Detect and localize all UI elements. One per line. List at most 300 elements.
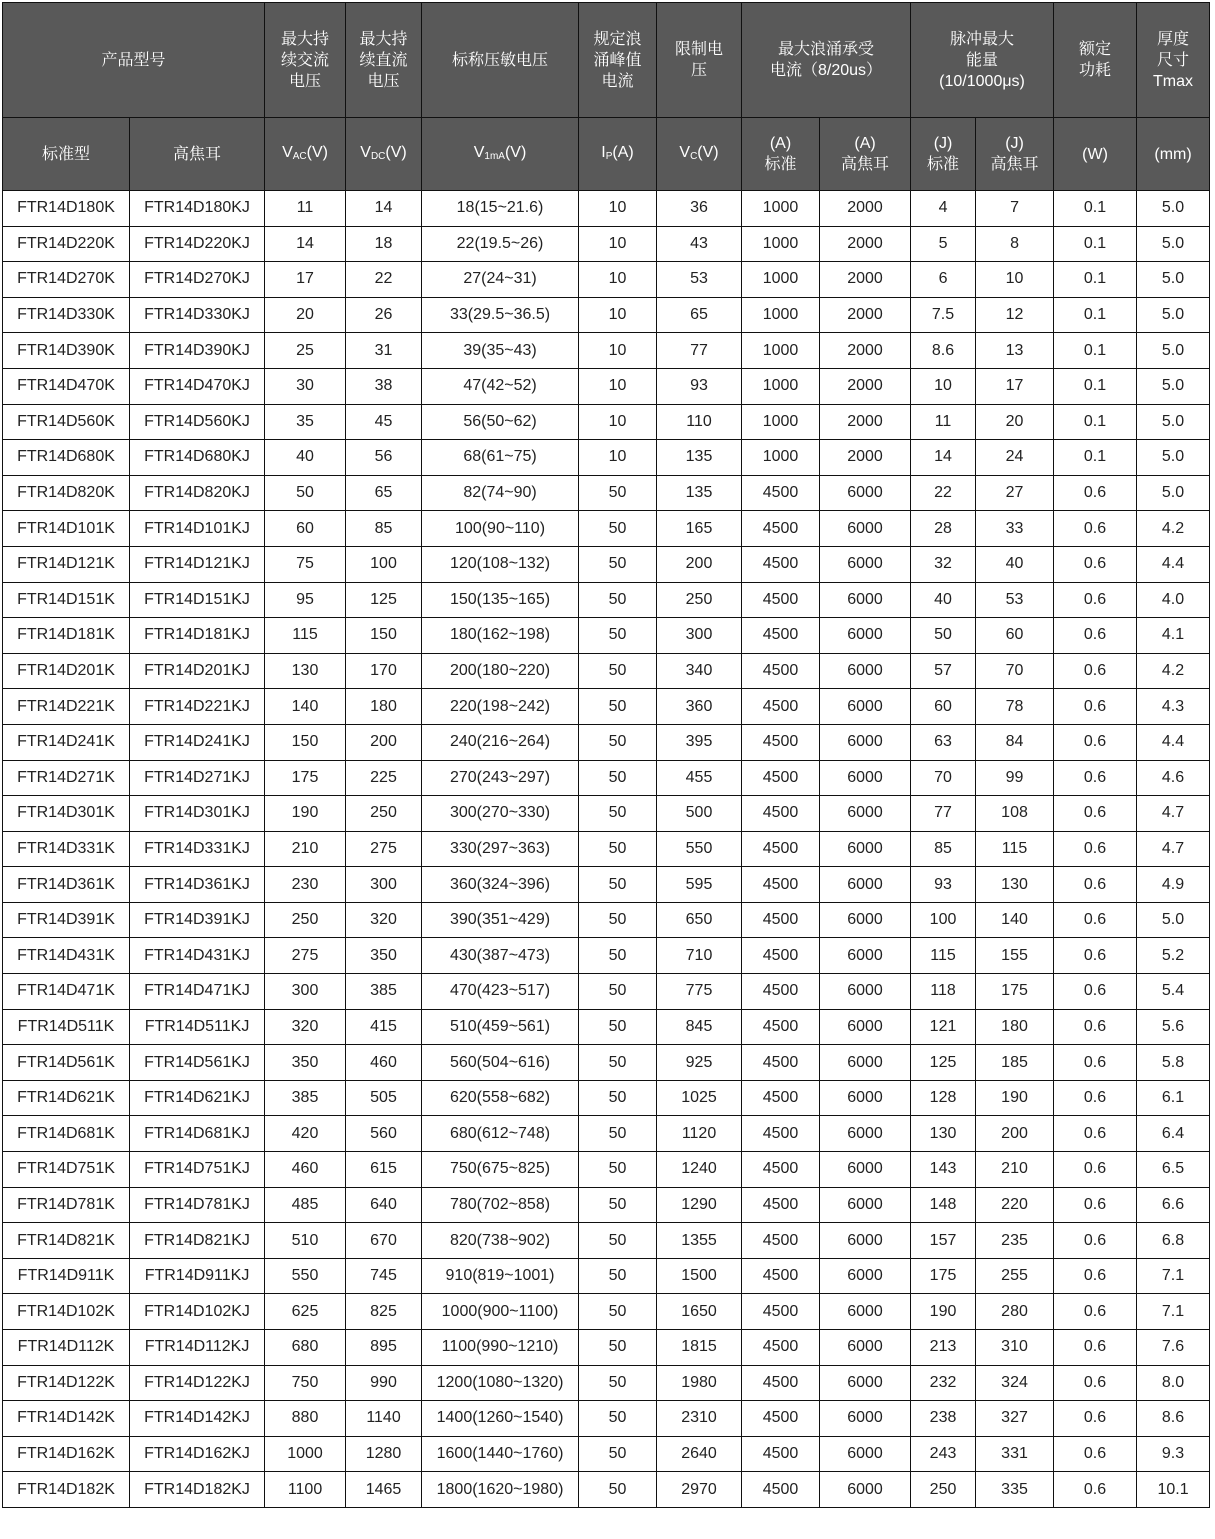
subheader-ip: $I_P(A)$ (579, 118, 657, 191)
table-row (3, 974, 1210, 1010)
cell-std-model: FTR14D151K (3, 582, 130, 618)
cell-surge-hj: 6000 (820, 938, 911, 974)
cell-vdc: 85 (346, 511, 422, 547)
cell-thickness: 4.1 (1137, 618, 1210, 654)
cell-std-model: FTR14D181K (3, 618, 130, 654)
cell-vdc: 225 (346, 760, 422, 796)
cell-power: 0.6 (1054, 1258, 1137, 1294)
table-header (3, 3, 1210, 191)
cell-vc: 775 (657, 974, 742, 1010)
cell-std-model: FTR14D142K (3, 1401, 130, 1437)
cell-ip: 50 (579, 653, 657, 689)
cell-thickness: 5.0 (1137, 404, 1210, 440)
cell-vdc: 460 (346, 1045, 422, 1081)
cell-hj-model: FTR14D220KJ (130, 226, 265, 262)
cell-energy-hj: 220 (976, 1187, 1054, 1223)
cell-energy-hj: 115 (976, 831, 1054, 867)
cell-std-model: FTR14D361K (3, 867, 130, 903)
table-row (3, 404, 1210, 440)
cell-surge-std: 4500 (742, 1045, 820, 1081)
cell-ip: 10 (579, 297, 657, 333)
cell-thickness: 7.6 (1137, 1330, 1210, 1366)
cell-energy-std: 8.6 (911, 333, 976, 369)
cell-ip: 50 (579, 1365, 657, 1401)
cell-ip: 50 (579, 974, 657, 1010)
cell-v1ma: 1100(990~1210) (422, 1330, 579, 1366)
cell-vdc: 990 (346, 1365, 422, 1401)
cell-std-model: FTR14D180K (3, 191, 130, 227)
cell-ip: 50 (579, 902, 657, 938)
cell-v1ma: 750(675~825) (422, 1152, 579, 1188)
cell-energy-hj: 20 (976, 404, 1054, 440)
cell-ip: 50 (579, 1080, 657, 1116)
cell-vac: 40 (265, 440, 346, 476)
cell-vc: 925 (657, 1045, 742, 1081)
cell-hj-model: FTR14D221KJ (130, 689, 265, 725)
cell-std-model: FTR14D391K (3, 902, 130, 938)
cell-energy-hj: 155 (976, 938, 1054, 974)
cell-ip: 10 (579, 333, 657, 369)
cell-vc: 1650 (657, 1294, 742, 1330)
cell-vc: 1355 (657, 1223, 742, 1259)
subheader-vc: $V_C(V)$ (657, 118, 742, 191)
subheader-vdc: $V_{DC}(V)$ (346, 118, 422, 191)
cell-surge-hj: 2000 (820, 262, 911, 298)
cell-surge-hj: 2000 (820, 404, 911, 440)
cell-vdc: 38 (346, 368, 422, 404)
cell-vc: 395 (657, 724, 742, 760)
cell-surge-std: 4500 (742, 974, 820, 1010)
cell-v1ma: 33(29.5~36.5) (422, 297, 579, 333)
cell-vdc: 100 (346, 546, 422, 582)
cell-power: 0.1 (1054, 226, 1137, 262)
cell-energy-std: 118 (911, 974, 976, 1010)
cell-vac: 150 (265, 724, 346, 760)
cell-vac: 140 (265, 689, 346, 725)
cell-vdc: 825 (346, 1294, 422, 1330)
cell-vdc: 745 (346, 1258, 422, 1294)
cell-std-model: FTR14D330K (3, 297, 130, 333)
cell-ip: 10 (579, 226, 657, 262)
cell-surge-hj: 6000 (820, 760, 911, 796)
cell-vac: 95 (265, 582, 346, 618)
cell-vdc: 415 (346, 1009, 422, 1045)
cell-vdc: 300 (346, 867, 422, 903)
cell-energy-hj: 175 (976, 974, 1054, 1010)
cell-energy-hj: 40 (976, 546, 1054, 582)
cell-power: 0.6 (1054, 1472, 1137, 1508)
cell-energy-hj: 310 (976, 1330, 1054, 1366)
cell-surge-hj: 6000 (820, 796, 911, 832)
cell-std-model: FTR14D331K (3, 831, 130, 867)
cell-power: 0.6 (1054, 582, 1137, 618)
cell-surge-hj: 6000 (820, 867, 911, 903)
cell-energy-hj: 17 (976, 368, 1054, 404)
cell-surge-hj: 6000 (820, 1365, 911, 1401)
cell-energy-std: 125 (911, 1045, 976, 1081)
cell-vc: 1500 (657, 1258, 742, 1294)
cell-vc: 65 (657, 297, 742, 333)
cell-vac: 625 (265, 1294, 346, 1330)
cell-vac: 1100 (265, 1472, 346, 1508)
cell-surge-std: 1000 (742, 333, 820, 369)
cell-energy-hj: 190 (976, 1080, 1054, 1116)
cell-energy-hj: 12 (976, 297, 1054, 333)
cell-hj-model: FTR14D301KJ (130, 796, 265, 832)
cell-ip: 50 (579, 760, 657, 796)
cell-energy-hj: 331 (976, 1436, 1054, 1472)
table-row (3, 1009, 1210, 1045)
cell-v1ma: 1000(900~1100) (422, 1294, 579, 1330)
cell-vc: 845 (657, 1009, 742, 1045)
cell-power: 0.6 (1054, 1152, 1137, 1188)
cell-vc: 110 (657, 404, 742, 440)
cell-v1ma: 360(324~396) (422, 867, 579, 903)
cell-hj-model: FTR14D201KJ (130, 653, 265, 689)
cell-vc: 340 (657, 653, 742, 689)
cell-vdc: 45 (346, 404, 422, 440)
cell-power: 0.6 (1054, 653, 1137, 689)
cell-surge-hj: 6000 (820, 1330, 911, 1366)
cell-thickness: 10.1 (1137, 1472, 1210, 1508)
cell-v1ma: 56(50~62) (422, 404, 579, 440)
cell-power: 0.6 (1054, 974, 1137, 1010)
cell-ip: 10 (579, 404, 657, 440)
subheader-high-joule: 高焦耳 (130, 118, 265, 191)
cell-power: 0.6 (1054, 1294, 1137, 1330)
cell-ip: 50 (579, 618, 657, 654)
cell-thickness: 5.6 (1137, 1009, 1210, 1045)
cell-ip: 10 (579, 440, 657, 476)
table-row (3, 333, 1210, 369)
cell-vac: 210 (265, 831, 346, 867)
cell-surge-hj: 6000 (820, 1436, 911, 1472)
cell-vdc: 125 (346, 582, 422, 618)
cell-surge-std: 4500 (742, 653, 820, 689)
cell-energy-std: 243 (911, 1436, 976, 1472)
cell-ip: 50 (579, 867, 657, 903)
cell-v1ma: 200(180~220) (422, 653, 579, 689)
cell-surge-std: 4500 (742, 1116, 820, 1152)
cell-ip: 50 (579, 1009, 657, 1045)
cell-energy-hj: 185 (976, 1045, 1054, 1081)
cell-vac: 320 (265, 1009, 346, 1045)
cell-energy-hj: 99 (976, 760, 1054, 796)
cell-vac: 485 (265, 1187, 346, 1223)
cell-energy-std: 238 (911, 1401, 976, 1437)
cell-thickness: 5.0 (1137, 368, 1210, 404)
cell-ip: 50 (579, 1045, 657, 1081)
cell-hj-model: FTR14D162KJ (130, 1436, 265, 1472)
cell-std-model: FTR14D201K (3, 653, 130, 689)
cell-ip: 50 (579, 1436, 657, 1472)
cell-ip: 50 (579, 1187, 657, 1223)
cell-std-model: FTR14D112K (3, 1330, 130, 1366)
cell-thickness: 4.7 (1137, 831, 1210, 867)
cell-surge-std: 4500 (742, 724, 820, 760)
cell-thickness: 4.9 (1137, 867, 1210, 903)
cell-power: 0.6 (1054, 1116, 1137, 1152)
table-row (3, 546, 1210, 582)
cell-vdc: 200 (346, 724, 422, 760)
cell-vac: 420 (265, 1116, 346, 1152)
cell-vdc: 26 (346, 297, 422, 333)
cell-hj-model: FTR14D560KJ (130, 404, 265, 440)
cell-ip: 50 (579, 938, 657, 974)
cell-surge-std: 4500 (742, 1258, 820, 1294)
cell-hj-model: FTR14D820KJ (130, 475, 265, 511)
cell-surge-hj: 2000 (820, 333, 911, 369)
table-row (3, 938, 1210, 974)
table-body (3, 191, 1210, 1508)
cell-vac: 510 (265, 1223, 346, 1259)
cell-vc: 165 (657, 511, 742, 547)
cell-vc: 2310 (657, 1401, 742, 1437)
cell-v1ma: 680(612~748) (422, 1116, 579, 1152)
cell-vdc: 18 (346, 226, 422, 262)
cell-energy-std: 175 (911, 1258, 976, 1294)
cell-surge-hj: 6000 (820, 546, 911, 582)
cell-v1ma: 47(42~52) (422, 368, 579, 404)
cell-energy-std: 70 (911, 760, 976, 796)
cell-vc: 135 (657, 475, 742, 511)
table-row (3, 1116, 1210, 1152)
cell-vac: 25 (265, 333, 346, 369)
cell-vac: 230 (265, 867, 346, 903)
cell-ip: 50 (579, 1401, 657, 1437)
cell-energy-std: 63 (911, 724, 976, 760)
cell-surge-std: 4500 (742, 511, 820, 547)
cell-vdc: 1465 (346, 1472, 422, 1508)
cell-power: 0.1 (1054, 262, 1137, 298)
cell-surge-std: 1000 (742, 191, 820, 227)
cell-vdc: 170 (346, 653, 422, 689)
cell-energy-std: 250 (911, 1472, 976, 1508)
cell-energy-hj: 200 (976, 1116, 1054, 1152)
cell-energy-hj: 84 (976, 724, 1054, 760)
cell-surge-hj: 6000 (820, 724, 911, 760)
cell-vdc: 250 (346, 796, 422, 832)
cell-vac: 17 (265, 262, 346, 298)
cell-power: 0.6 (1054, 511, 1137, 547)
cell-v1ma: 1400(1260~1540) (422, 1401, 579, 1437)
table-row (3, 796, 1210, 832)
table-row (3, 1187, 1210, 1223)
cell-hj-model: FTR14D182KJ (130, 1472, 265, 1508)
cell-energy-hj: 280 (976, 1294, 1054, 1330)
header-power: 额定 功耗 (1054, 3, 1137, 118)
cell-vc: 36 (657, 191, 742, 227)
cell-vdc: 150 (346, 618, 422, 654)
cell-surge-std: 4500 (742, 546, 820, 582)
cell-vdc: 505 (346, 1080, 422, 1116)
cell-vac: 385 (265, 1080, 346, 1116)
table-row (3, 653, 1210, 689)
cell-hj-model: FTR14D122KJ (130, 1365, 265, 1401)
cell-thickness: 5.0 (1137, 902, 1210, 938)
cell-ip: 50 (579, 1116, 657, 1152)
cell-hj-model: FTR14D142KJ (130, 1401, 265, 1437)
cell-vc: 1980 (657, 1365, 742, 1401)
cell-vac: 11 (265, 191, 346, 227)
cell-power: 0.1 (1054, 404, 1137, 440)
cell-energy-std: 100 (911, 902, 976, 938)
cell-surge-hj: 6000 (820, 1223, 911, 1259)
cell-vc: 1025 (657, 1080, 742, 1116)
cell-thickness: 6.5 (1137, 1152, 1210, 1188)
cell-energy-hj: 210 (976, 1152, 1054, 1188)
cell-vc: 77 (657, 333, 742, 369)
cell-v1ma: 68(61~75) (422, 440, 579, 476)
subheader-surge-std: (A) 标准 (742, 118, 820, 191)
cell-energy-std: 28 (911, 511, 976, 547)
cell-power: 0.6 (1054, 618, 1137, 654)
subheader-energy-std: (J) 标准 (911, 118, 976, 191)
table-row (3, 226, 1210, 262)
table-row (3, 1152, 1210, 1188)
cell-thickness: 5.0 (1137, 191, 1210, 227)
cell-hj-model: FTR14D121KJ (130, 546, 265, 582)
subheader-standard: 标准型 (3, 118, 130, 191)
cell-energy-hj: 60 (976, 618, 1054, 654)
cell-surge-hj: 6000 (820, 618, 911, 654)
cell-energy-std: 213 (911, 1330, 976, 1366)
table-row (3, 511, 1210, 547)
cell-vdc: 1140 (346, 1401, 422, 1437)
cell-surge-std: 4500 (742, 1436, 820, 1472)
cell-energy-std: 60 (911, 689, 976, 725)
cell-power: 0.6 (1054, 1436, 1137, 1472)
cell-vac: 460 (265, 1152, 346, 1188)
cell-hj-model: FTR14D470KJ (130, 368, 265, 404)
cell-thickness: 5.0 (1137, 297, 1210, 333)
cell-energy-std: 143 (911, 1152, 976, 1188)
cell-thickness: 9.3 (1137, 1436, 1210, 1472)
cell-vac: 175 (265, 760, 346, 796)
cell-power: 0.6 (1054, 1223, 1137, 1259)
cell-std-model: FTR14D271K (3, 760, 130, 796)
cell-v1ma: 390(351~429) (422, 902, 579, 938)
cell-std-model: FTR14D911K (3, 1258, 130, 1294)
cell-ip: 50 (579, 796, 657, 832)
cell-hj-model: FTR14D330KJ (130, 297, 265, 333)
cell-thickness: 4.0 (1137, 582, 1210, 618)
cell-surge-std: 4500 (742, 938, 820, 974)
cell-vac: 300 (265, 974, 346, 1010)
table-row (3, 1080, 1210, 1116)
cell-energy-hj: 8 (976, 226, 1054, 262)
cell-power: 0.1 (1054, 191, 1137, 227)
cell-vac: 880 (265, 1401, 346, 1437)
cell-std-model: FTR14D431K (3, 938, 130, 974)
cell-vac: 750 (265, 1365, 346, 1401)
cell-vdc: 560 (346, 1116, 422, 1152)
cell-vac: 35 (265, 404, 346, 440)
cell-hj-model: FTR14D151KJ (130, 582, 265, 618)
cell-v1ma: 220(198~242) (422, 689, 579, 725)
cell-surge-hj: 6000 (820, 475, 911, 511)
cell-surge-std: 4500 (742, 1401, 820, 1437)
cell-surge-hj: 6000 (820, 653, 911, 689)
cell-v1ma: 780(702~858) (422, 1187, 579, 1223)
cell-vc: 135 (657, 440, 742, 476)
cell-vc: 2640 (657, 1436, 742, 1472)
cell-surge-std: 1000 (742, 297, 820, 333)
cell-thickness: 6.8 (1137, 1223, 1210, 1259)
table-row (3, 1436, 1210, 1472)
header-ip: 规定浪 涌峰值 电流 (579, 3, 657, 118)
cell-vc: 1240 (657, 1152, 742, 1188)
cell-surge-std: 1000 (742, 440, 820, 476)
cell-energy-hj: 235 (976, 1223, 1054, 1259)
cell-hj-model: FTR14D390KJ (130, 333, 265, 369)
cell-vdc: 31 (346, 333, 422, 369)
cell-energy-std: 4 (911, 191, 976, 227)
cell-vac: 250 (265, 902, 346, 938)
cell-std-model: FTR14D390K (3, 333, 130, 369)
table-row (3, 1330, 1210, 1366)
cell-surge-hj: 2000 (820, 226, 911, 262)
cell-energy-hj: 335 (976, 1472, 1054, 1508)
cell-energy-hj: 7 (976, 191, 1054, 227)
cell-vac: 50 (265, 475, 346, 511)
table-row (3, 1045, 1210, 1081)
cell-v1ma: 820(738~902) (422, 1223, 579, 1259)
cell-vac: 350 (265, 1045, 346, 1081)
cell-energy-hj: 78 (976, 689, 1054, 725)
cell-v1ma: 22(19.5~26) (422, 226, 579, 262)
subheader-vac: $V_{AC}(V)$ (265, 118, 346, 191)
cell-energy-std: 115 (911, 938, 976, 974)
cell-hj-model: FTR14D101KJ (130, 511, 265, 547)
cell-v1ma: 27(24~31) (422, 262, 579, 298)
table-row (3, 475, 1210, 511)
cell-energy-std: 7.5 (911, 297, 976, 333)
cell-surge-std: 4500 (742, 1330, 820, 1366)
cell-surge-std: 4500 (742, 1009, 820, 1045)
cell-std-model: FTR14D182K (3, 1472, 130, 1508)
cell-vc: 93 (657, 368, 742, 404)
cell-surge-hj: 2000 (820, 368, 911, 404)
cell-power: 0.6 (1054, 867, 1137, 903)
table-row (3, 582, 1210, 618)
table-row (3, 368, 1210, 404)
cell-vc: 1120 (657, 1116, 742, 1152)
table-row (3, 1294, 1210, 1330)
cell-vdc: 670 (346, 1223, 422, 1259)
cell-surge-std: 1000 (742, 226, 820, 262)
cell-surge-std: 4500 (742, 475, 820, 511)
header-vc: 限制电 压 (657, 3, 742, 118)
cell-ip: 50 (579, 1223, 657, 1259)
cell-vc: 2970 (657, 1472, 742, 1508)
cell-surge-hj: 2000 (820, 191, 911, 227)
cell-vdc: 14 (346, 191, 422, 227)
cell-hj-model: FTR14D270KJ (130, 262, 265, 298)
table-row (3, 440, 1210, 476)
cell-hj-model: FTR14D431KJ (130, 938, 265, 974)
cell-std-model: FTR14D221K (3, 689, 130, 725)
cell-std-model: FTR14D121K (3, 546, 130, 582)
cell-v1ma: 18(15~21.6) (422, 191, 579, 227)
cell-ip: 50 (579, 1330, 657, 1366)
cell-thickness: 5.0 (1137, 333, 1210, 369)
header-model: 产品型号 (3, 3, 265, 118)
table-row (3, 1223, 1210, 1259)
cell-thickness: 6.4 (1137, 1116, 1210, 1152)
cell-vac: 130 (265, 653, 346, 689)
table-row (3, 760, 1210, 796)
